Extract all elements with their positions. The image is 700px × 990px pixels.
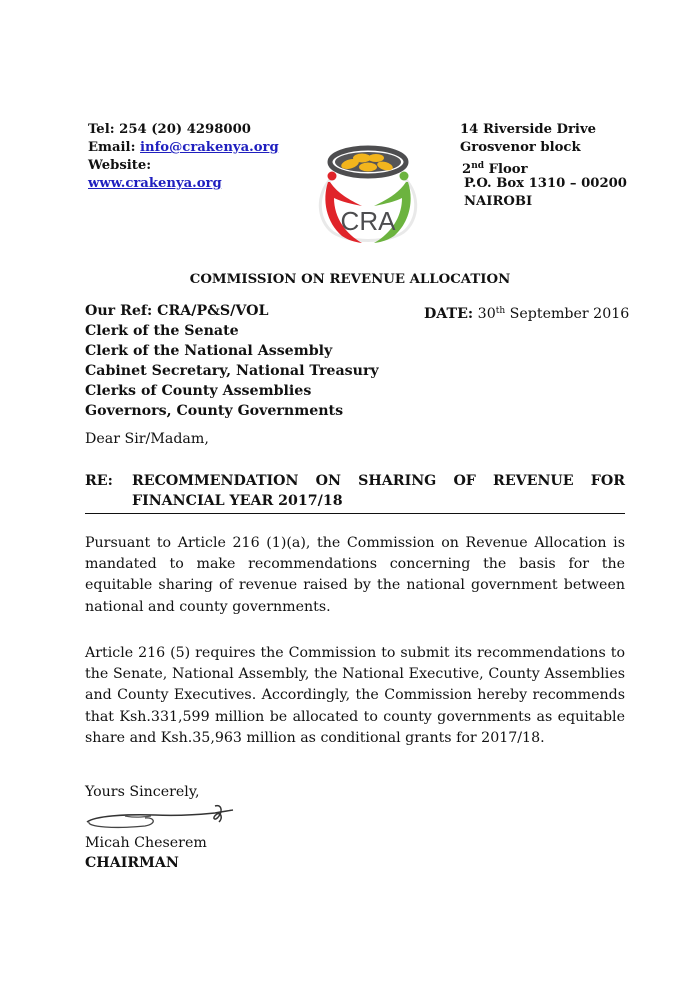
address-block bbox=[460, 121, 660, 211]
cra-logo bbox=[312, 138, 424, 246]
logo-text: CRA bbox=[340, 206, 396, 236]
closing: Yours Sincerely, bbox=[85, 784, 200, 800]
signature-icon bbox=[85, 802, 235, 830]
body-paragraph-1: Pursuant to Article 216 (1)(a), the Commission on Revenue Allocation is mandated to make recommendations concerning the basis for the equitable sharing of revenue raised by the national government between national and county governments. bbox=[85, 535, 625, 615]
signature bbox=[85, 802, 235, 830]
subject-text-line2: FINANCIAL YEAR 2017/18 bbox=[132, 493, 343, 509]
contact-block bbox=[88, 121, 308, 201]
signatory-name: Micah Cheserem bbox=[85, 835, 207, 851]
recipient: Cabinet Secretary, National Treasury bbox=[85, 363, 379, 379]
subject-text-line1: RECOMMENDATION ON SHARING OF REVENUE FOR bbox=[132, 473, 625, 489]
salutation: Dear Sir/Madam, bbox=[85, 431, 209, 447]
subject-divider bbox=[85, 513, 625, 514]
reference-number: Our Ref: CRA/P&S/VOL bbox=[85, 303, 269, 319]
website-label: Website: bbox=[88, 158, 152, 173]
email-label: Email: bbox=[88, 140, 141, 155]
date-label: DATE: bbox=[424, 306, 474, 322]
subject-label: RE: bbox=[85, 473, 113, 489]
website-link-line bbox=[88, 175, 222, 193]
recipient: Clerks of County Assemblies bbox=[85, 383, 312, 399]
address-city: NAIROBI bbox=[464, 194, 533, 209]
email-link[interactable]: info@crakenya.org bbox=[140, 140, 279, 155]
signatory-title: CHAIRMAN bbox=[85, 855, 179, 871]
address-street: 14 Riverside Drive bbox=[460, 122, 596, 137]
cra-pot-icon bbox=[312, 138, 424, 246]
letter-date: DATE: 30th September 2016 bbox=[424, 306, 630, 322]
email-line bbox=[88, 139, 279, 157]
address-building: Grosvenor block bbox=[460, 140, 581, 155]
telephone: Tel: 254 (20) 4298000 bbox=[88, 122, 251, 137]
address-floor: 2nd Floor bbox=[462, 161, 528, 177]
recipient: Governors, County Governments bbox=[85, 403, 344, 419]
address-pobox: P.O. Box 1310 – 00200 bbox=[464, 176, 627, 191]
body-paragraph-2: Article 216 (5) requires the Commission to submit its recommendations to the Senate, National Assembly, the National Executive, County Assemblies and County Executives. Accordingly, the Commission hereby recommends that Ksh.331,599 million be allocated to county governments as equitable share and Ksh.35,963 million as conditional grants for 2017/18. bbox=[85, 645, 625, 746]
organization-title: COMMISSION ON REVENUE ALLOCATION bbox=[189, 272, 511, 287]
recipients-block bbox=[85, 301, 379, 421]
recipient: Clerk of the Senate bbox=[85, 323, 239, 339]
recipient: Clerk of the National Assembly bbox=[85, 343, 333, 359]
website-link[interactable]: www.crakenya.org bbox=[88, 176, 222, 191]
